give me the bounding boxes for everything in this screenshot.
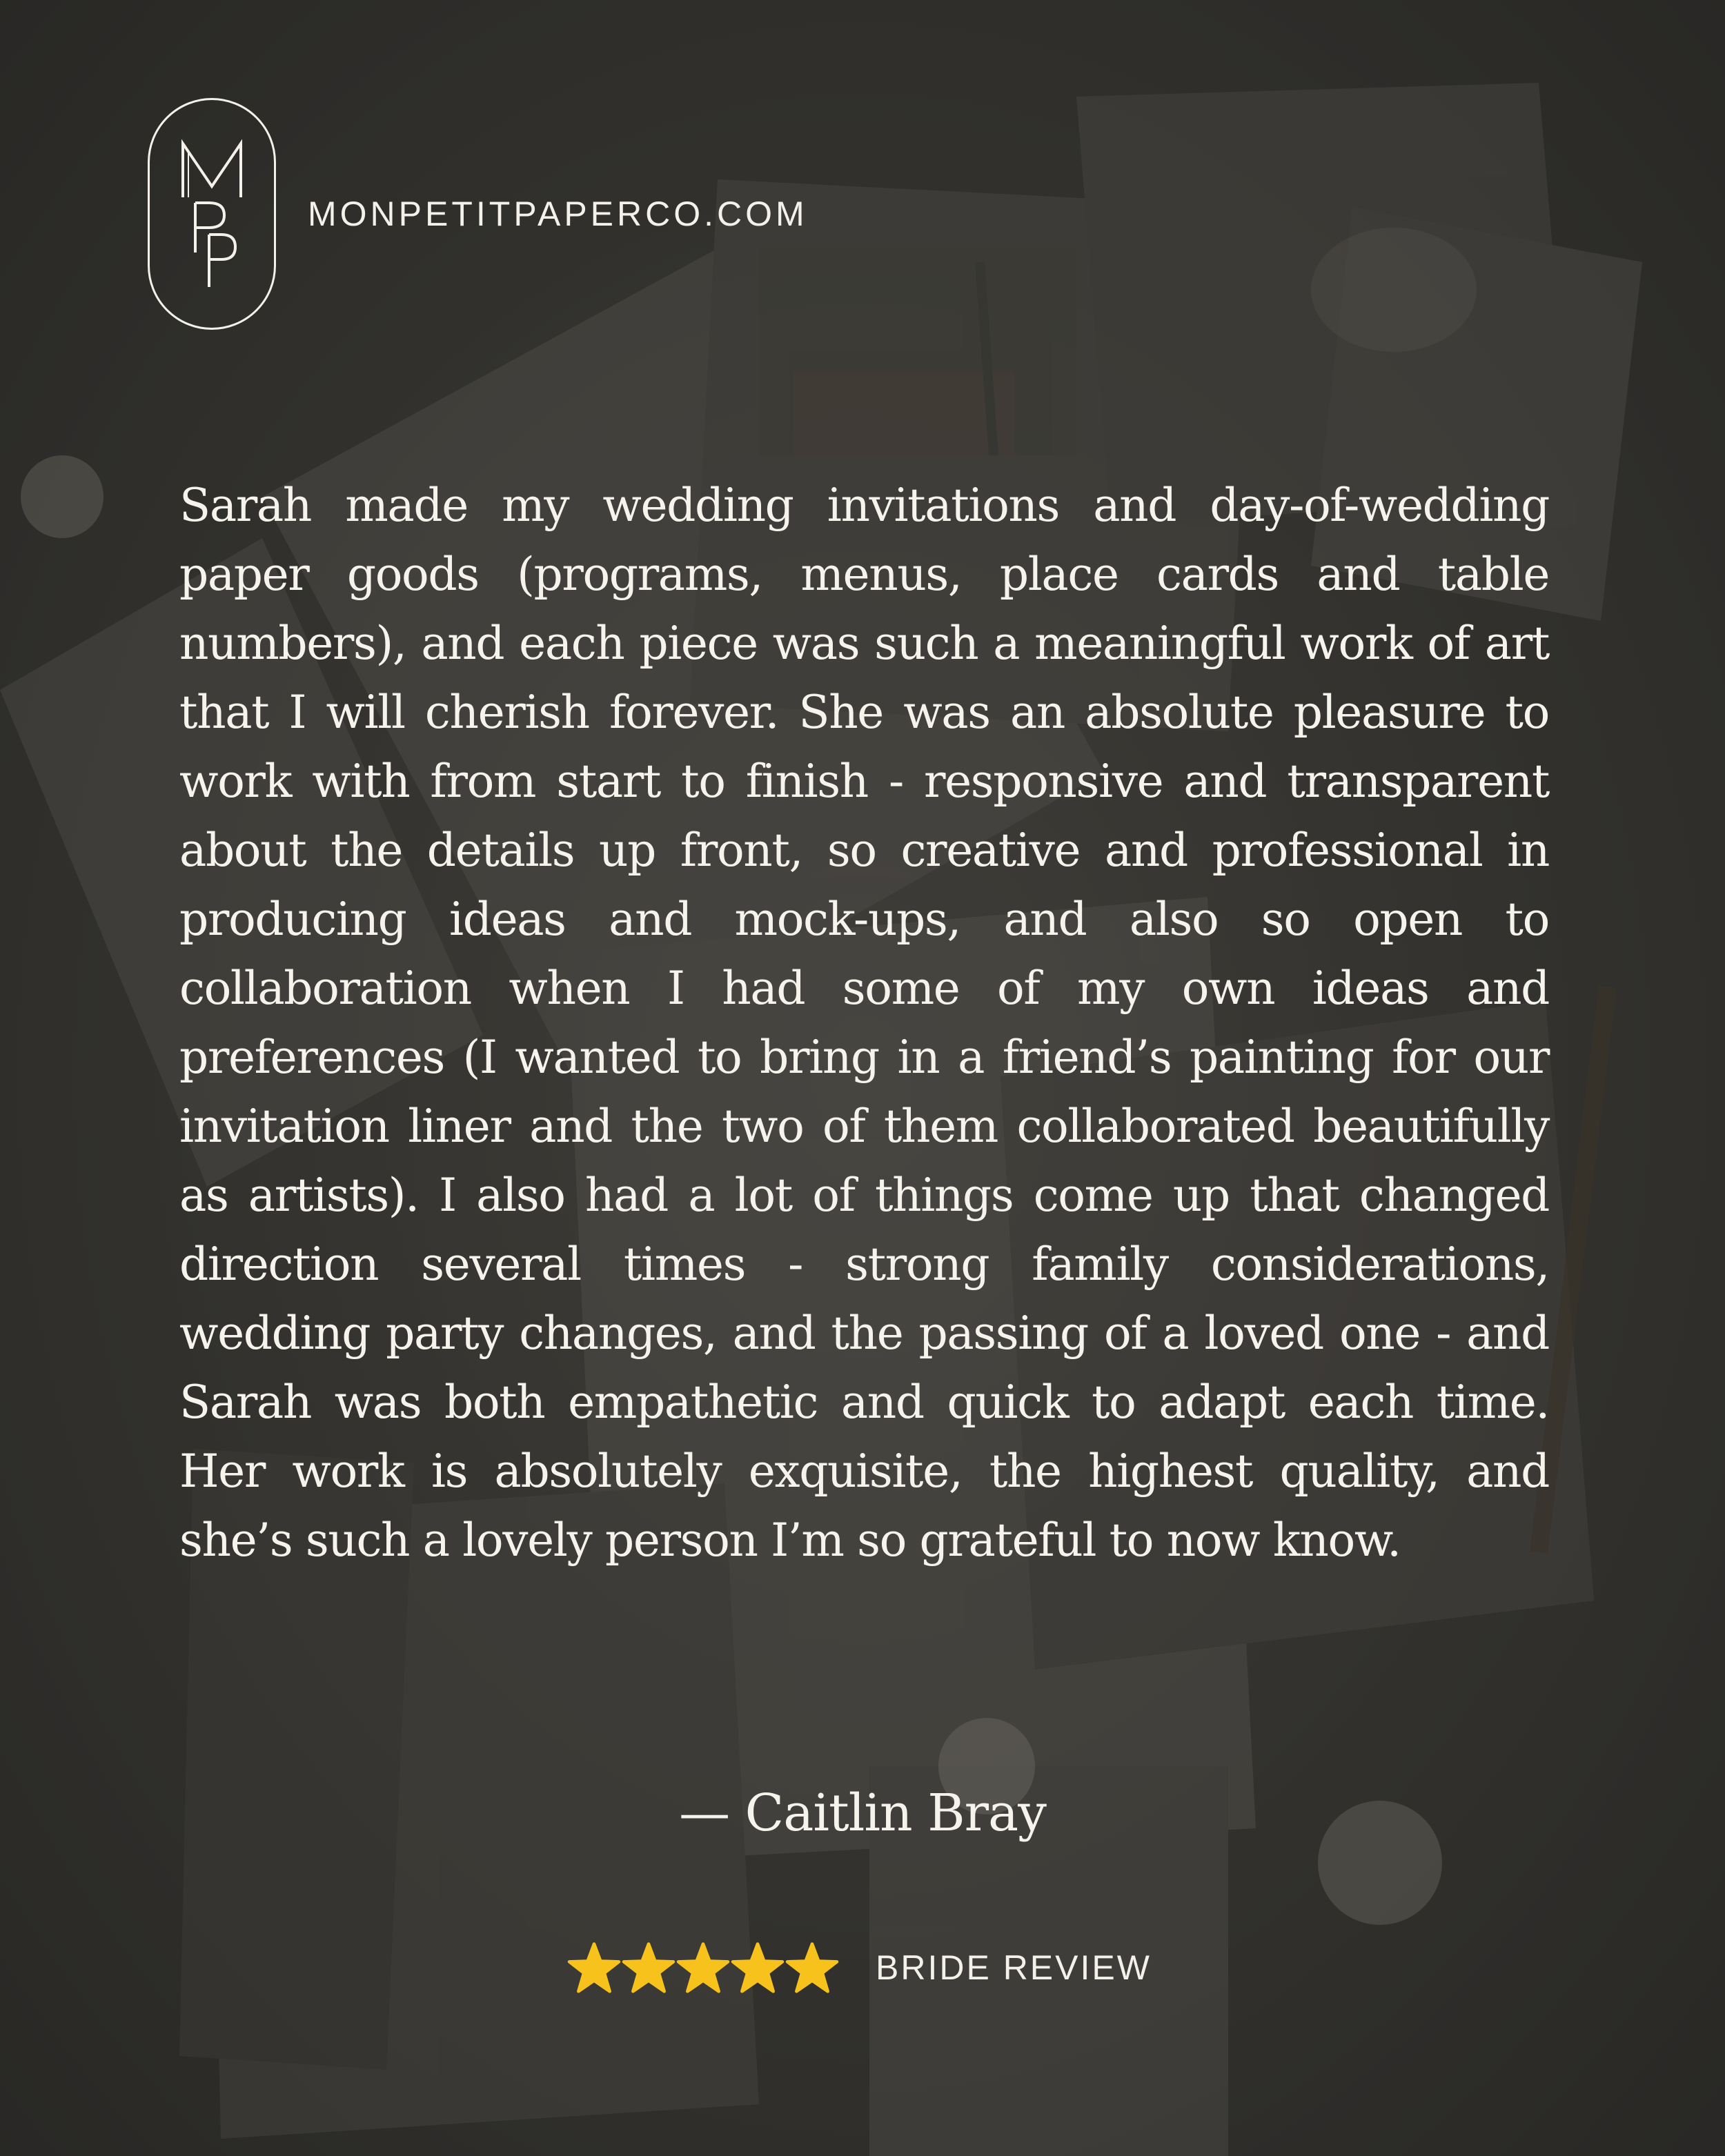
brand-header (148, 97, 808, 331)
star-icon (785, 1941, 839, 1994)
mpp-logo (148, 98, 276, 330)
star-icon (622, 1941, 676, 1994)
star-icon (567, 1941, 621, 1994)
testimonial-text: Sarah made my wedding invitations and day-of-wedding paper goods (programs, menus, place cards and table numbers), and each piece was such a meaningful work of art that I will cherish forever. She was an absolute pleasure to work with from start to finish - responsive and transparent about the details up front, so creative and professional in producing ideas and mock-ups, and also so open to collaboration when I had some of my own ideas and preferences (I wanted to bring in a friend’s painting for our invitation liner and the two of them collaborated beautifully as artists). I also had a lot of things come up that changed direction several times - strong family considerations, wedding party changes, and the passing of a loved one - and Sarah was both empathetic and quick to adapt each time. Her work is absolutely exquisite, the highest quality, and she’s such a lovely person I’m so grateful to now know. (179, 479, 1549, 1567)
star-icon (676, 1941, 730, 1994)
rating-label: BRIDE REVIEW (876, 1948, 1152, 1987)
monogram-icon (164, 131, 260, 297)
rating-row (567, 1940, 1152, 1995)
star-icon (731, 1941, 785, 1994)
website-url[interactable]: MONPETITPAPERCO.COM (308, 195, 808, 233)
testimonial-author: — Caitlin Bray (679, 1783, 1046, 1843)
star-rating (567, 1941, 840, 1994)
